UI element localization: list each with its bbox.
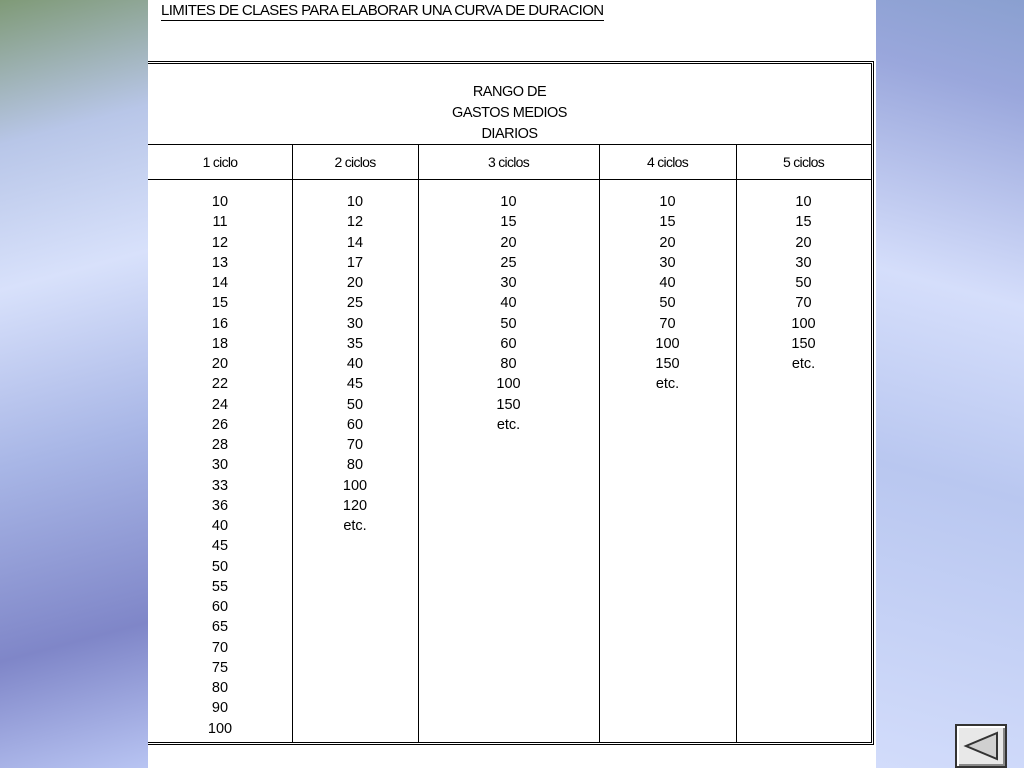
table-cell: 35: [346, 335, 364, 352]
table-cell: 50: [500, 315, 517, 332]
table-cell: 50: [346, 396, 364, 413]
table-cell: 40: [346, 356, 364, 372]
table-cell: 100: [207, 720, 233, 737]
table-cell: 17: [346, 254, 364, 271]
table-cell: 10: [659, 194, 676, 210]
column-header-2-ciclos: 2 ciclos: [334, 154, 376, 170]
table-cell: 65: [211, 619, 229, 636]
table-cell: 70: [795, 295, 812, 312]
table-cell: 30: [659, 254, 676, 271]
table-cell: etc.: [791, 356, 816, 372]
table-cell: 30: [795, 254, 812, 271]
table-cell: 150: [496, 396, 521, 413]
range-header: [148, 64, 871, 145]
table-cell: 100: [496, 376, 521, 393]
table-cell: 25: [500, 254, 517, 271]
table-cell: 20: [211, 356, 229, 372]
triangle-left-icon: [961, 730, 1001, 762]
table-cell: 20: [795, 234, 812, 251]
column-header-1-ciclo: 1 ciclo: [202, 154, 238, 170]
column-2-ciclos-values: [292, 192, 418, 536]
table-cell: 150: [791, 335, 816, 352]
table-cell: 120: [342, 497, 368, 514]
table-cell: etc.: [655, 376, 680, 393]
table-cell: 16: [211, 315, 229, 332]
table-cell: 80: [211, 680, 229, 696]
left-decorative-band: [0, 0, 148, 768]
table-cell: 80: [346, 457, 364, 474]
table-cell: 150: [655, 356, 680, 372]
table-cell: 50: [659, 295, 676, 312]
table-cell: 36: [211, 497, 229, 514]
document-page: [148, 0, 876, 768]
right-decorative-band: [876, 0, 1024, 768]
table-cell: 13: [211, 254, 229, 271]
table-cell: 60: [346, 416, 364, 433]
table-cell: 10: [346, 194, 364, 210]
page-title: LIMITES DE CLASES PARA ELABORAR UNA CURVA DE DURACION: [161, 2, 604, 19]
table-cell: 12: [211, 234, 229, 251]
class-limits-table: [148, 61, 874, 745]
table-cell: 40: [500, 295, 517, 312]
column-header-5-ciclos: 5 ciclos: [782, 154, 825, 170]
table-cell: 55: [211, 578, 229, 595]
column-header-4-ciclos: 4 ciclos: [646, 154, 689, 170]
table-cell: 80: [500, 356, 517, 372]
table-cell: 14: [346, 234, 364, 251]
table-cell: 100: [342, 477, 368, 494]
column-3-ciclos-values: [418, 192, 599, 435]
table-cell: 40: [211, 518, 229, 534]
table-cell: 20: [500, 234, 517, 251]
table-cell: 60: [211, 599, 229, 615]
table-cell: 70: [211, 639, 229, 656]
table-cell: 45: [211, 538, 229, 555]
table-cell: 40: [659, 275, 676, 291]
table-cell: 50: [795, 275, 812, 291]
table-cell: 24: [211, 396, 229, 413]
table-cell: 10: [500, 194, 517, 210]
table-cell: 14: [211, 275, 229, 291]
table-cell: 30: [346, 315, 364, 332]
table-cell: 70: [346, 437, 364, 453]
range-header-line-2: GASTOS MEDIOS: [452, 105, 567, 121]
column-5-ciclos-values: [736, 192, 871, 374]
table-cell: etc.: [496, 416, 521, 433]
table-cell: 33: [211, 477, 229, 494]
table-cell: 28: [211, 437, 229, 453]
table-cell: 30: [500, 275, 517, 291]
table-cell: 11: [212, 214, 228, 231]
column-header-3-ciclos: 3 ciclos: [487, 154, 530, 170]
table-cell: 15: [211, 295, 229, 312]
table-cell: 20: [346, 275, 364, 291]
table-cell: 70: [659, 315, 676, 332]
table-cell: 22: [211, 376, 229, 393]
column-1-ciclo-values: [148, 192, 292, 739]
table-cell: etc.: [343, 518, 367, 534]
range-header-line-1: RANGO DE: [472, 84, 547, 100]
table-cell: 15: [659, 214, 676, 231]
table-cell: 26: [211, 416, 229, 433]
table-cell: 12: [346, 214, 364, 231]
previous-slide-button[interactable]: [955, 724, 1007, 768]
table-cell: 100: [655, 335, 680, 352]
table-cell: 45: [346, 376, 364, 393]
table-cell: 90: [211, 700, 229, 717]
table-cell: 75: [211, 659, 229, 676]
table-cell: 25: [346, 295, 364, 312]
table-cell: 10: [211, 194, 229, 210]
table-cell: 100: [791, 315, 816, 332]
table-cell: 50: [211, 558, 229, 575]
table-cell: 15: [795, 214, 812, 231]
column-header-row: [148, 145, 871, 180]
table-cell: 15: [500, 214, 517, 231]
table-cell: 30: [211, 457, 229, 474]
table-cell: 18: [211, 335, 229, 352]
table-cell: 20: [659, 234, 676, 251]
table-cell: 60: [500, 335, 517, 352]
column-4-ciclos-values: [599, 192, 736, 395]
range-header-line-3: DIARIOS: [481, 126, 538, 142]
table-cell: 10: [795, 194, 812, 210]
